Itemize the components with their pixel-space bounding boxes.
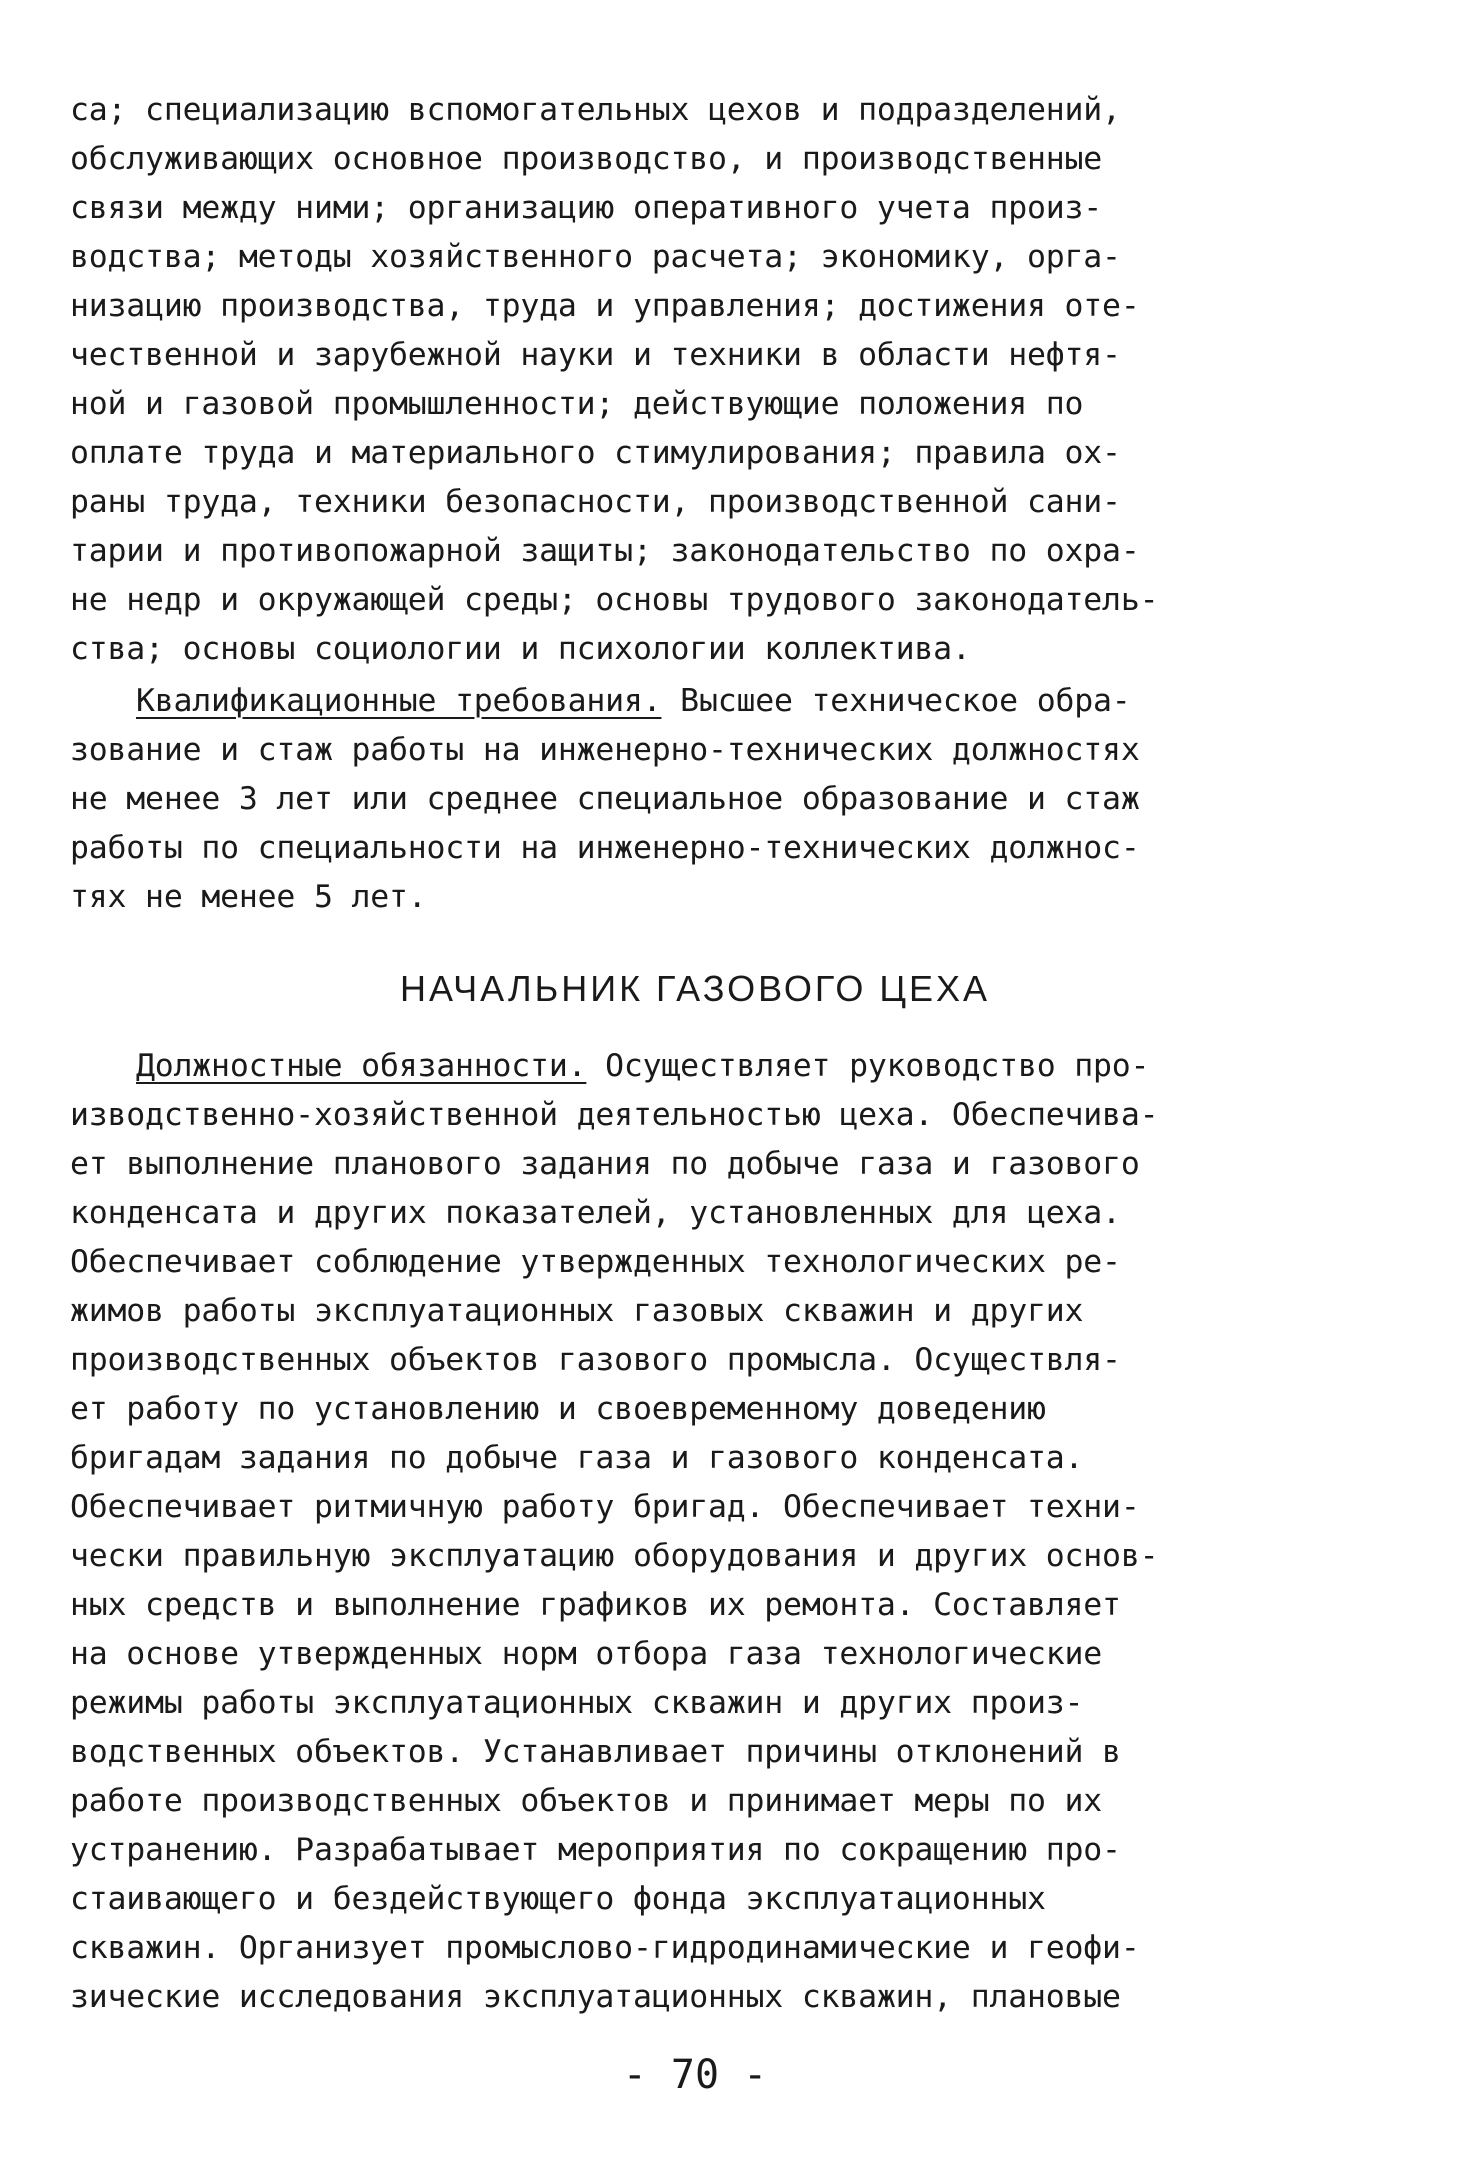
text-line: ет выполнение планового задания по добыче газа и газового	[70, 1146, 1140, 1182]
text-line: ной и газовой промышленности; действующие положения по	[70, 386, 1084, 422]
text-line: на основе утвержденных норм отбора газа технологические	[70, 1636, 1103, 1672]
text-line: чески правильную эксплуатацию оборудования и других основ-	[70, 1538, 1159, 1574]
text-fragment: Высшее техническое обра-	[661, 683, 1131, 719]
text-line: Обеспечивает соблюдение утвержденных технологических ре-	[70, 1244, 1121, 1280]
text-line: ет работу по установлению и своевременному доведению	[70, 1391, 1046, 1427]
text-line: устранению. Разрабатывает мероприятия по сокращению про-	[70, 1832, 1121, 1868]
text-line: не менее 3 лет или среднее специальное образование и стаж	[70, 781, 1140, 817]
section-title: НАЧАЛЬНИК ГАЗОВОГО ЦЕХА	[399, 968, 991, 1009]
text-line: водства; методы хозяйственного расчета; экономику, орга-	[70, 239, 1121, 275]
text-line	[70, 1042, 1410, 1091]
text-line: не недр и окружающей среды; основы трудового законодатель-	[70, 582, 1159, 618]
text-line: конденсата и других показателей, установленных для цеха.	[70, 1195, 1121, 1231]
text-fragment: Осуществляет руководство про-	[586, 1048, 1150, 1084]
text-line: режимы работы эксплуатационных скважин и других произ-	[70, 1685, 1084, 1721]
text-line: водственных объектов. Устанавливает причины отклонений в	[70, 1734, 1121, 1770]
text-line: жимов работы эксплуатационных газовых скважин и других	[70, 1293, 1084, 1329]
text-line: ных средств и выполнение графиков их ремонта. Составляет	[70, 1587, 1121, 1623]
text-line: работе производственных объектов и принимает меры по их	[70, 1783, 1103, 1819]
text-line: тарии и противопожарной защиты; законодательство по охра-	[70, 533, 1140, 569]
text-line: изводственно-хозяйственной деятельностью цеха. Обеспечива-	[70, 1097, 1159, 1133]
text-line: раны труда, техники безопасности, производственной сани-	[70, 484, 1121, 520]
text-line: тях не менее 5 лет.	[70, 879, 427, 915]
text-line: производственных объектов газового промысла. Осуществля-	[70, 1342, 1121, 1378]
text-line: скважин. Организует промыслово-гидродинамические и геофи-	[70, 1930, 1140, 1966]
qualifications-paragraph	[70, 677, 1410, 922]
paragraph-continuation	[70, 86, 1410, 674]
text-line: чественной и зарубежной науки и техники в области нефтя-	[70, 337, 1121, 373]
text-line: зование и стаж работы на инженерно-технических должностях	[70, 732, 1140, 768]
text-line: связи между ними; организацию оперативного учета произ-	[70, 190, 1103, 226]
text-line: са; специализацию вспомогательных цехов и подразделений,	[70, 92, 1121, 128]
qualifications-heading: Квалификационные требования.	[136, 683, 662, 719]
text-line: работы по специальности на инженерно-технических должнос-	[70, 830, 1140, 866]
text-line: обслуживающих основное производство, и производственные	[70, 141, 1103, 177]
text-line: бригадам задания по добыче газа и газового конденсата.	[70, 1440, 1084, 1476]
text-line	[70, 677, 1410, 726]
page-number: - 70 -	[622, 2052, 768, 2098]
text-line: зические исследования эксплуатационных скважин, плановые	[70, 1979, 1121, 2015]
text-line: ства; основы социологии и психологии коллектива.	[70, 631, 971, 667]
duties-heading: Должностные обязанности.	[136, 1048, 587, 1084]
text-line: оплате труда и материального стимулирования; правила ох-	[70, 435, 1121, 471]
text-line: низацию производства, труда и управления; достижения оте-	[70, 288, 1140, 324]
text-line: стаивающего и бездействующего фонда эксплуатационных	[70, 1881, 1046, 1917]
text-line: Обеспечивает ритмичную работу бригад. Обеспечивает техни-	[70, 1489, 1140, 1525]
duties-paragraph	[70, 1042, 1410, 2022]
